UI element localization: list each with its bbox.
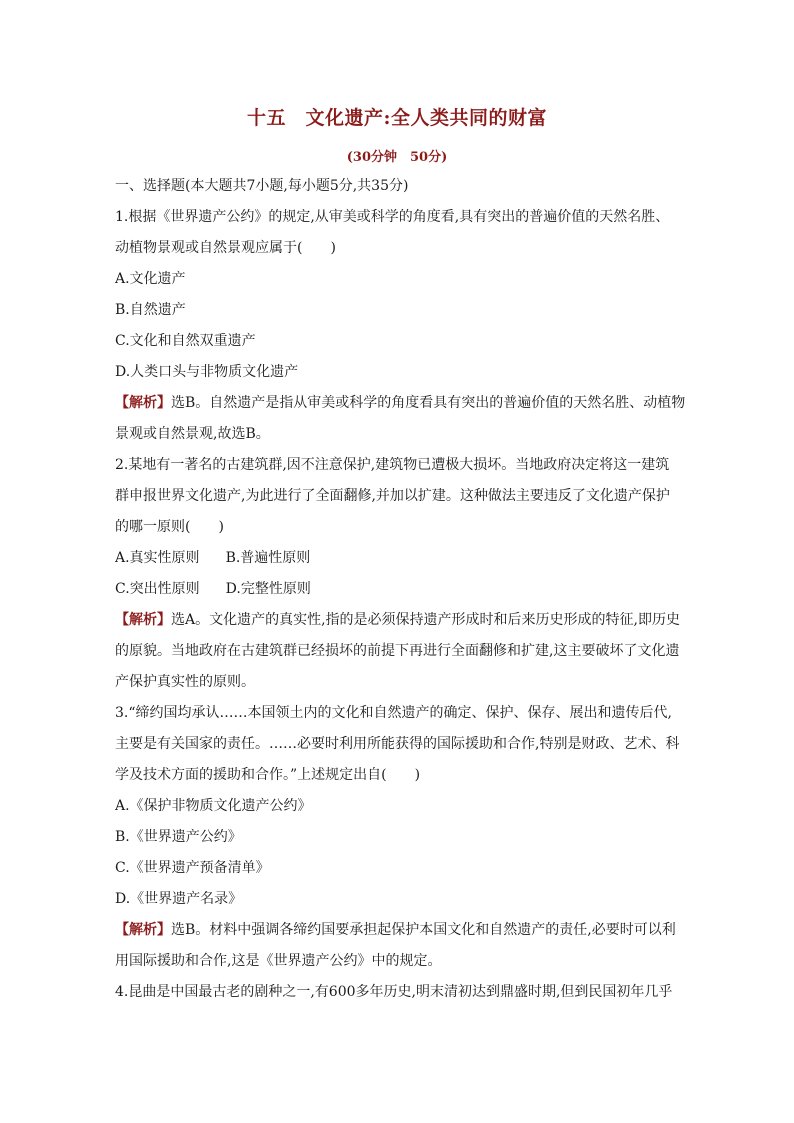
q2-options-row-2 <box>115 574 685 605</box>
q2-option-a: A.真实性原则 <box>115 550 200 566</box>
q2-stem-line-3: 的哪一原则( ) <box>115 519 224 535</box>
document-title: 十五 文化遗产:全人类共同的财富 <box>246 107 547 129</box>
q2-options-row-1 <box>115 543 685 574</box>
section-heading: 一、选择题(本大题共7小题,每小题5分,共35分) <box>115 178 409 194</box>
time-score-info: (30分钟 50分) <box>346 150 448 165</box>
q3-explanation-text: 选B。材料中强调各缔约国要承担起保护本国文化和自然遗产的责任,必要时可以利 <box>171 922 676 938</box>
q1-option-b: B.自然遗产 <box>115 302 186 318</box>
q3-option-d: D.《世界遗产名录》 <box>115 891 243 907</box>
q2-explanation-line-3: 产保护真实性的原则。 <box>115 674 255 690</box>
q3-stem-line-3: 学及技术方面的援助和合作。”上述规定出自( ) <box>115 767 421 783</box>
q3-stem-line-1: 3.“缔约国均承认……本国领土内的文化和自然遗产的确定、保护、保存、展出和遗传后代, <box>115 705 672 721</box>
q2-stem-line-2: 群申报世界文化遗产,为此进行了全面翻修,并加以扩建。这种做法主要违反了文化遗产保护 <box>115 488 670 504</box>
q3-option-b: B.《世界遗产公约》 <box>115 829 242 845</box>
q1-explanation-text: 选B。自然遗产是指从审美或科学的角度看具有突出的普遍价值的天然名胜、动植物 <box>171 395 685 411</box>
q2-explanation-line-1 <box>115 605 685 636</box>
q2-option-b: B.普遍性原则 <box>225 550 311 566</box>
q2-explanation-text: 选A。文化遗产的真实性,指的是必须保持遗产形成时和后来历史形成的特征,即历史 <box>171 612 681 628</box>
q1-option-d: D.人类口头与非物质文化遗产 <box>115 364 299 380</box>
q1-stem-line-1: 1.根据《世界遗产公约》的规定,从审美或科学的角度看,具有突出的普遍价值的天然名胜、 <box>115 209 670 225</box>
q1-option-c: C.文化和自然双重遗产 <box>115 333 256 349</box>
q2-option-d: D.完整性原则 <box>225 581 311 597</box>
q3-stem-line-2: 主要是有关国家的责任。……必要时利用所能获得的国际援助和合作,特别是财政、艺术、科 <box>115 736 680 752</box>
document-body <box>115 171 685 1008</box>
q2-option-c: C.突出性原则 <box>115 581 200 597</box>
q4-stem-line-1: 4.昆曲是中国最古老的剧种之一,有600多年历史,明末清初达到鼎盛时期,但到民国初年几乎 <box>115 984 673 1000</box>
q3-explanation-line-2: 用国际援助和合作,这是《世界遗产公约》中的规定。 <box>115 953 442 969</box>
q3-option-a: A.《保护非物质文化遗产公约》 <box>115 798 312 814</box>
q1-explanation-line-1 <box>115 388 685 419</box>
q2-explanation-line-2: 的原貌。当地政府在古建筑群已经损坏的前提下再进行全面翻修和扩建,这主要破坏了文化遗 <box>115 643 680 659</box>
q1-option-a: A.文化遗产 <box>115 271 186 287</box>
q3-explanation-line-1 <box>115 915 685 946</box>
explanation-tag: 【解析】 <box>115 612 171 628</box>
q1-explanation-line-2: 景观或自然景观,故选B。 <box>115 426 270 442</box>
q1-stem-line-2: 动植物景观或自然景观应属于( ) <box>115 240 336 256</box>
explanation-tag: 【解析】 <box>115 922 171 938</box>
explanation-tag: 【解析】 <box>115 395 171 411</box>
q2-stem-line-1: 2.某地有一著名的古建筑群,因不注意保护,建筑物已遭极大损坏。当地政府决定将这一建筑 <box>115 457 670 473</box>
q3-option-c: C.《世界遗产预备清单》 <box>115 860 270 876</box>
